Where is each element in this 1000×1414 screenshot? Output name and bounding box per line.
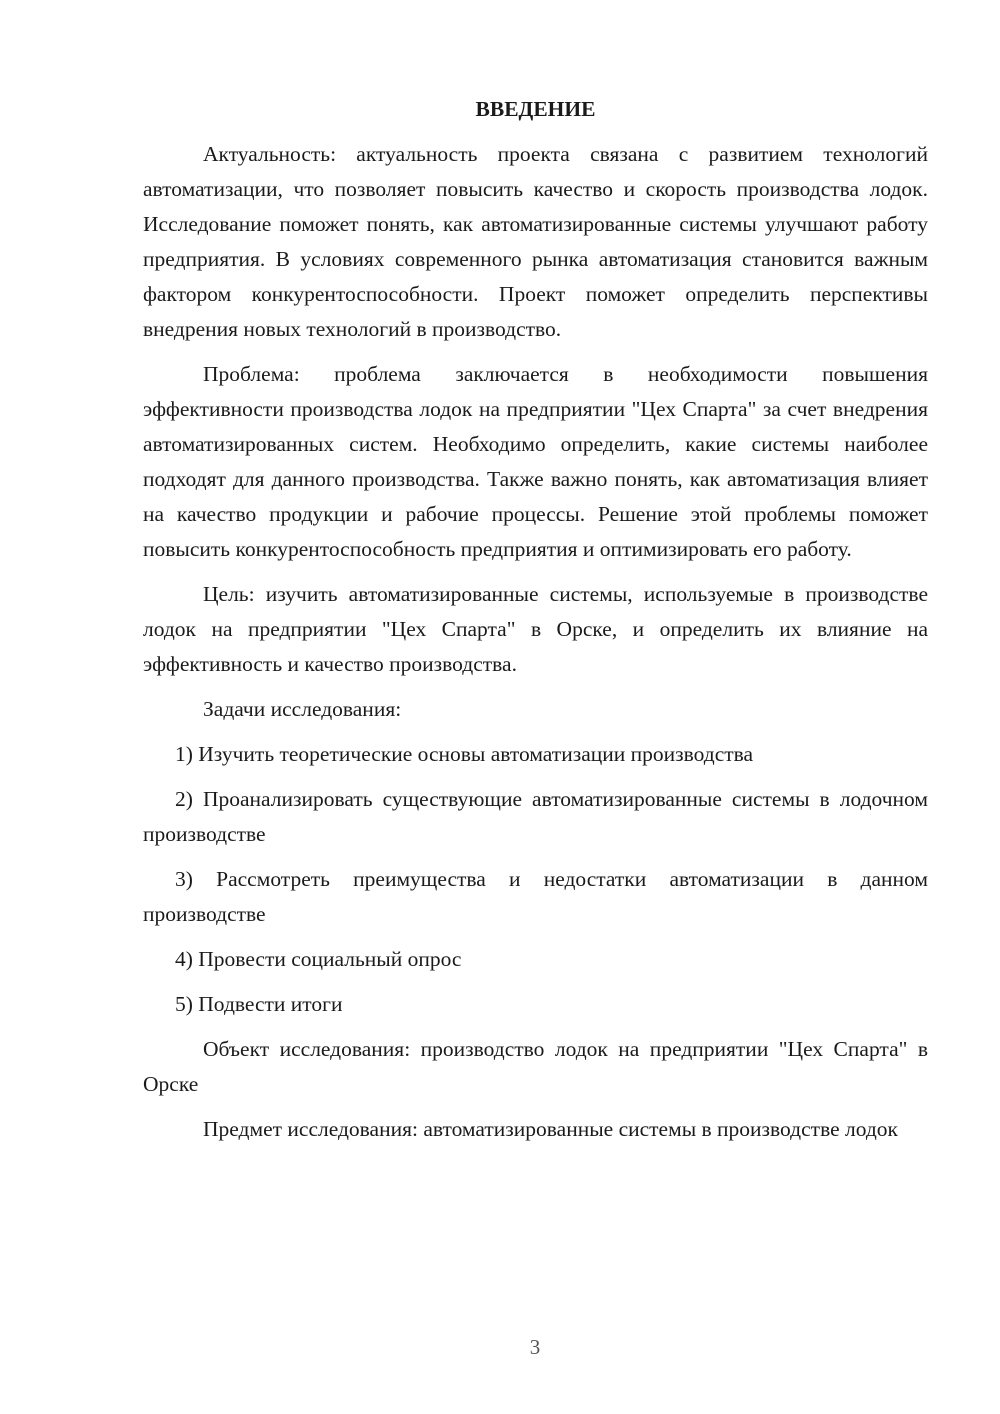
paragraph-relevance: Актуальность: актуальность проекта связана с развитием технологий автоматизации, что позволяет повысить качество и скорость производства лодок. Исследование поможет понять, как автоматизированные системы улучшают работу предприятия. В условиях современного рынка автоматизация становится важным фактором конкурентоспособности. Проект поможет определить перспективы внедрения новых технологий в производство. (143, 142, 928, 341)
page-content (143, 92, 928, 1157)
section-heading: ВВЕДЕНИЕ (475, 97, 596, 121)
paragraph-problem: Проблема: проблема заключается в необходимости повышения эффективности производства лодок на предприятии "Цех Спарта" за счет внедрения автоматизированных систем. Необходимо определить, какие системы наиболее подходят для данного производства. Также важно понять, как автоматизация влияет на качество продукции и рабочие процессы. Решение этой проблемы поможет повысить конкурентоспособность предприятия и оптимизировать его работу. (143, 362, 928, 561)
task-item-3: 3) Рассмотреть преимущества и недостатки автоматизации в данном производстве (143, 867, 928, 926)
task-item-5: 5) Подвести итоги (175, 992, 343, 1016)
tasks-intro: Задачи исследования: (203, 697, 402, 721)
task-item-4: 4) Провести социальный опрос (175, 947, 462, 971)
task-item-1: 1) Изучить теоретические основы автоматизации производства (175, 742, 754, 766)
page-number: 3 (529, 1335, 541, 1359)
paragraph-object: Объект исследования: производство лодок на предприятии "Цех Спарта" в Орске (143, 1037, 928, 1096)
paragraph-subject: Предмет исследования: автоматизированные системы в производстве лодок (203, 1117, 899, 1141)
paragraph-goal: Цель: изучить автоматизированные системы, используемые в производстве лодок на предприятии "Цех Спарта" в Орске, и определить их влияние на эффективность и качество производства. (143, 582, 928, 676)
task-item-2: 2) Проанализировать существующие автоматизированные системы в лодочном производстве (143, 787, 928, 846)
